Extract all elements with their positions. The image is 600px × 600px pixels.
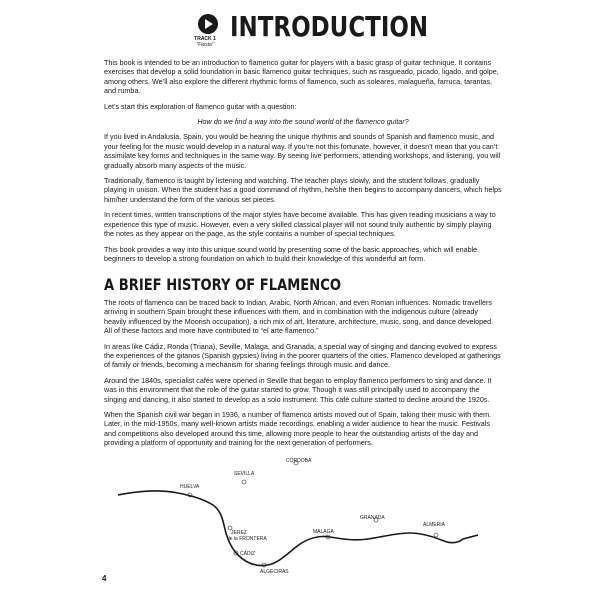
paragraph: When the Spanish civil war began in 1936, a number of flamenco artists moved out of Spain, taking their music with them. Later, in the mid-1950s, many well-known artists made recordings, enabling a wider audience to hear the music. Festivals and competitions also developed around this time, allowing more people to hear the outstanding artists of the day and providing a platform of opportunity and training for the next generation of performers. <box>104 410 492 448</box>
intro-section <box>104 58 502 263</box>
question: How do we find a way into the sound world of the flamenco guitar? <box>197 117 409 127</box>
city-cordoba: CÓRDOBA <box>286 458 312 464</box>
paragraph: This book provides a way into this unique sound world by presenting some of the basic approaches, which will enable beginners to develop a strong foundation on which to build their knowledge of this wonderful art form. <box>104 244 478 263</box>
play-icon <box>198 14 218 34</box>
city-jerez-line2: de la FRONTERA <box>227 536 267 542</box>
track-name: “Fiesta” <box>196 42 214 48</box>
page-number: 4 <box>102 574 107 583</box>
city-marker <box>434 533 438 537</box>
city-huelva: HUELVA <box>180 484 200 490</box>
city-jerez: JEREZ <box>231 530 247 536</box>
city-sevilla: SEVILLA <box>234 471 255 477</box>
paragraph: Traditionally, flamenco is taught by listening and watching. The teacher plays slowly, and the student follows, gradually playing in unison. When the student has a good command of rhythm, he/she then begins to accompany dancers, which helps him/her understand the form of the various set pieces. <box>104 176 502 204</box>
track-marker <box>195 14 221 48</box>
history-section <box>104 298 502 448</box>
page-title: INTRODUCTION <box>230 10 429 43</box>
section-heading: A BRIEF HISTORY OF FLAMENCO <box>104 275 342 294</box>
city-algeciras: ALGECIRAS <box>260 569 289 575</box>
paragraph: In areas like Cádiz, Ronda (Triana), Seville, Malaga, and Granada, a special way of singing and dancing evolved to express the experiences of the gitanos (Spanish gypsies) living in the poorer quarters of the cities. Flamenco developed at gatherings of family or friends, becoming a mechanism for sharing feelings through music and dance. <box>104 341 501 370</box>
paragraph: If you lived in Andalusia, Spain, you would be hearing the unique rhythms and sounds of Spanish and flamenco music, and your feeling for the music would develop in a natural way. If you’re not this fortunate, however, it doesn’t mean that you can’t assimilate key forms and techniques in the same way. By seeing live performers, attending workshops, and listening, you will gradually absorb many aspects of the music. <box>104 132 501 170</box>
city-marker <box>242 480 246 484</box>
city-almeria: ALMERIA <box>423 522 445 528</box>
paragraph: Let’s start this exploration of flamenco guitar with a question: <box>104 101 297 111</box>
paragraph: Around the 1840s, specialist cafés were opened in Seville that began to employ flamenco performers to sing and dance. It was in this environment that the role of the guitar started to grow. Though it was still principally used to accompany the singing and dancing, it also started to develop as a solo instrument. This café culture started to decline around the 1920s. <box>104 375 492 404</box>
city-malaga: MALAGA <box>313 529 334 535</box>
paragraph: This book is intended to be an introduction to flamenco guitar for players with a basic grasp of guitar technique. It contains exercises that develop a solid foundation in basic flamenco guitar techniques, such as rasgueado, picado, ligado, and golpe, among others. We’ll also explore the different rhythmic forms of flamenco, such as soleares, malagueña, farruca, tarantas, and rumba. <box>104 58 499 96</box>
andalusia-map <box>118 455 478 575</box>
track-label: TRACK 1 <box>194 36 216 42</box>
paragraph: In recent times, written transcriptions of the major styles have become available. This has given reading musicians a way to experience this type of music. However, even a very skilled classical player will not sound truly authentic by simply playing the notes as they appear on the page, as the style contains a number of special techniques. <box>104 210 496 239</box>
city-granada: GRANADA <box>360 515 385 521</box>
coastline <box>118 491 478 566</box>
city-cadiz: CÁDIZ <box>240 551 255 557</box>
paragraph: The roots of flamenco can be traced back to Indian, Arabic, North African, and even Roman influences. Nomadic travellers arriving in southern Spain brought these influences with them, and in combination with the indigenous culture (already heavily influenced by the Moorish occupation), a rich mix of art, literature, architecture, music, song, and dance developed. All of these factors and more have contributed to “el arte flamenco.” <box>104 298 494 336</box>
